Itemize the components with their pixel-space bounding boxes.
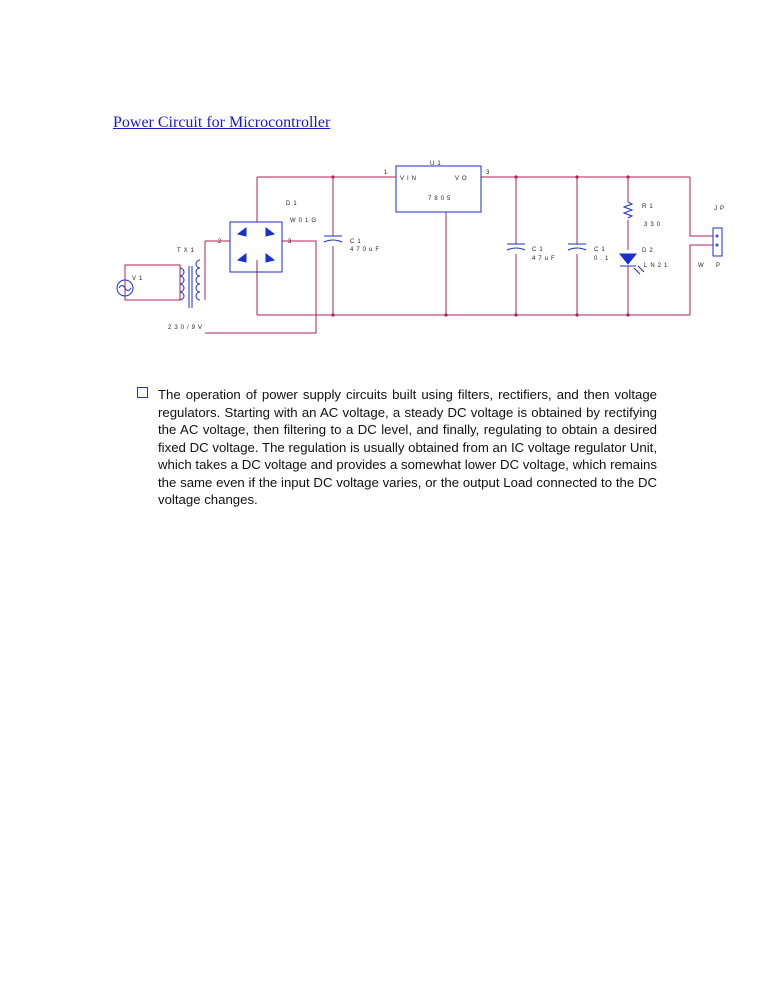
label-vin: VIN xyxy=(400,176,420,182)
label-v1: V1 xyxy=(132,276,146,282)
label-c1: C1 xyxy=(350,239,364,245)
label-vo: VO xyxy=(455,176,470,182)
power-circuit-schematic xyxy=(110,150,750,345)
capacitor-c3-icon xyxy=(568,244,586,250)
label-tx-ratio: 230/9V xyxy=(168,325,206,331)
label-d2: D2 xyxy=(642,248,656,254)
label-tx1: TX1 xyxy=(177,248,198,254)
led-icon xyxy=(620,254,636,264)
checkbox-bullet-icon xyxy=(137,387,148,398)
resistor-icon xyxy=(624,202,632,218)
label-jp: JP xyxy=(714,206,728,212)
page-title: Power Circuit for Microcontroller xyxy=(113,114,331,131)
label-reg: 7805 xyxy=(428,196,454,202)
paragraph-text: The operation of power supply circuits built using filters, rectifiers, and then voltage regulators. Starting with an AC voltage, a steady DC voltage is obtained by rectifying the AC voltage, then filtering to a DC level, and finally, regulating to obtain a desired fixed DC voltage. The regulation is usually obtained from an IC voltage regulator Unit, which takes a DC voltage and provides a somewhat lower DC voltage, which remains the same even if the input DC voltage varies, or the output Load connected to the DC voltage changes. xyxy=(158,387,657,507)
label-pin3b: 3 xyxy=(288,239,295,245)
label-r1-val: 330 xyxy=(644,222,664,228)
description-paragraph xyxy=(137,386,657,509)
bridge-rectifier-icon xyxy=(230,222,282,272)
label-r1: R1 xyxy=(642,204,656,210)
label-c1-val: 470uF xyxy=(350,247,383,253)
label-w: W xyxy=(698,263,707,269)
label-pin3: 3 xyxy=(486,170,493,176)
label-w01g: W01G xyxy=(290,218,320,224)
transformer-icon xyxy=(180,268,184,300)
capacitor-c2-icon xyxy=(507,244,525,250)
label-d2-val: LN21 xyxy=(644,263,671,269)
label-c2: C1 xyxy=(532,247,546,253)
capacitor-c1-icon xyxy=(324,236,342,242)
label-u1: U1 xyxy=(430,161,444,167)
label-pin1: 1 xyxy=(384,170,391,176)
label-c2-val: 47uF xyxy=(532,256,558,262)
regulator-box xyxy=(396,166,481,212)
labels xyxy=(132,161,727,331)
label-pin2: 2 xyxy=(218,239,225,245)
label-d1: D1 xyxy=(286,201,300,207)
connector-icon xyxy=(713,228,722,256)
components xyxy=(117,166,722,308)
label-c3-val: 0.1 xyxy=(594,256,612,262)
label-c3: C1 xyxy=(594,247,608,253)
label-p: P xyxy=(716,263,724,269)
